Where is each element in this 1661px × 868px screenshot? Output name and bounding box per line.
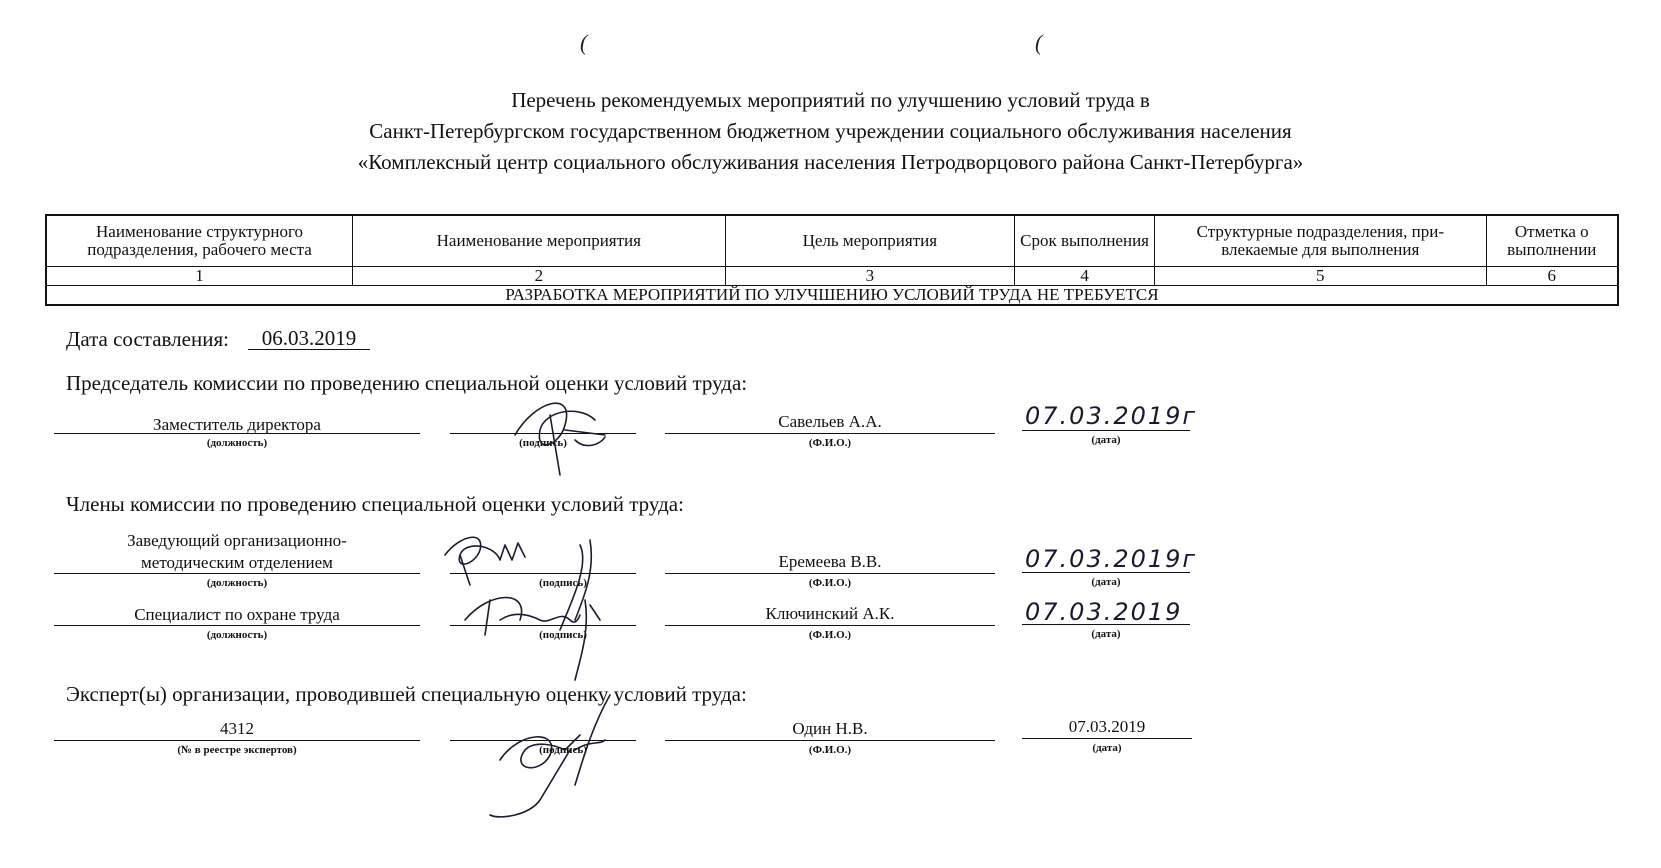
chairman-signature-icon [505, 395, 615, 485]
member-1-name: Еремеева В.В. [778, 552, 882, 571]
members-heading: Члены комиссии по проведению специальной оценки условий труда: [66, 492, 684, 516]
column-number: 5 [1155, 267, 1487, 286]
date-caption: (дата) [1092, 742, 1122, 754]
chairman-heading: Председатель комиссии по проведению специальной оценки условий труда: [66, 371, 748, 395]
column-number: 1 [46, 267, 353, 286]
header-measure: Наименование мероприятия [353, 215, 725, 267]
column-number: 4 [1015, 267, 1155, 286]
member-2-signature-icon [460, 590, 630, 680]
column-number: 3 [725, 267, 1015, 286]
table-note-row [46, 286, 1618, 306]
member-1-name-line [665, 573, 995, 574]
signature-caption: (подпись) [539, 577, 587, 589]
member-1-position-line1: Заведующий организационно- [127, 531, 347, 550]
fio-caption: (Ф.И.О.) [808, 744, 852, 756]
fio-caption: (Ф.И.О.) [808, 629, 852, 641]
position-caption: (должность) [206, 629, 268, 641]
position-caption: (должность) [206, 437, 268, 449]
member-2-name-line [665, 625, 995, 626]
expert-registry-line [54, 740, 420, 741]
expert-registry-number: 4312 [220, 719, 254, 738]
header-deadline: Срок выполнения [1015, 215, 1155, 267]
table-number-row [46, 267, 1618, 286]
fio-caption: (Ф.И.О.) [808, 437, 852, 449]
date-caption: (дата) [1091, 434, 1121, 446]
table-note: РАЗРАБОТКА МЕРОПРИЯТИЙ ПО УЛУЧШЕНИЮ УСЛОВИЙ ТРУДА НЕ ТРЕБУЕТСЯ [46, 286, 1618, 306]
expert-name-line [665, 740, 995, 741]
member-1-date: 07.03.2019г [1025, 545, 1198, 573]
title-line-2: Санкт-Петербургском государственном бюджетном учреждении социального обслуживания населения [369, 119, 1292, 143]
date-caption: (дата) [1091, 628, 1121, 640]
title-line-3: «Комплексный центр социального обслуживания населения Петродворцового района Санкт-Петербурга» [357, 150, 1304, 174]
member-1-position-line [54, 573, 420, 574]
column-number: 6 [1486, 267, 1618, 286]
expert-date-line [1022, 738, 1192, 739]
header-unit: Наименование структурного подразделения, рабочего места [46, 215, 353, 267]
signature-caption: (подпись) [539, 744, 587, 756]
registry-caption: (№ в реестре экспертов) [177, 744, 297, 756]
table-header-row [46, 215, 1618, 267]
date-caption: (дата) [1091, 576, 1121, 588]
left-paren-mark: ( [580, 30, 588, 55]
member-1-date-line [1022, 572, 1190, 573]
fio-caption: (Ф.И.О.) [808, 577, 852, 589]
chairman-date: 07.03.2019г [1025, 402, 1198, 430]
chairman-position-line [54, 433, 420, 434]
signature-caption: (подпись) [519, 437, 567, 449]
expert-name: Один Н.В. [792, 719, 868, 738]
header-goal: Цель мероприятия [725, 215, 1015, 267]
chairman-position: Заместитель директора [153, 415, 321, 434]
title-line-1: Перечень рекомендуемых мероприятий по улучшению условий труда в [511, 88, 1150, 112]
header-departments: Структурные подразделения, при-влекаемые для выполнения [1155, 215, 1487, 267]
member-2-date: 07.03.2019 [1025, 598, 1183, 626]
chairman-date-line [1022, 430, 1190, 431]
signature-caption: (подпись) [539, 629, 587, 641]
member-2-date-line [1022, 624, 1190, 625]
chairman-name: Савельев А.А. [778, 412, 882, 431]
member-1-position-line2: методическим отделением [141, 553, 333, 572]
chairman-name-line [665, 433, 995, 434]
header-completion-mark: Отметка о выполнении [1486, 215, 1618, 267]
member-2-position-line [54, 625, 420, 626]
column-number: 2 [353, 267, 725, 286]
measures-table [45, 214, 1619, 306]
expert-date: 07.03.2019 [1068, 717, 1146, 736]
date-compiled-label: Дата составления: [66, 327, 229, 351]
expert-heading: Эксперт(ы) организации, проводившей специальную оценку условий труда: [66, 682, 747, 706]
date-compiled-value: 06.03.2019 [248, 327, 370, 350]
position-caption: (должность) [206, 577, 268, 589]
member-2-position: Специалист по охране труда [134, 605, 340, 624]
expert-signature-icon [480, 690, 650, 830]
member-2-name: Ключинский А.К. [765, 604, 895, 623]
right-paren-mark: ( [1035, 30, 1043, 55]
